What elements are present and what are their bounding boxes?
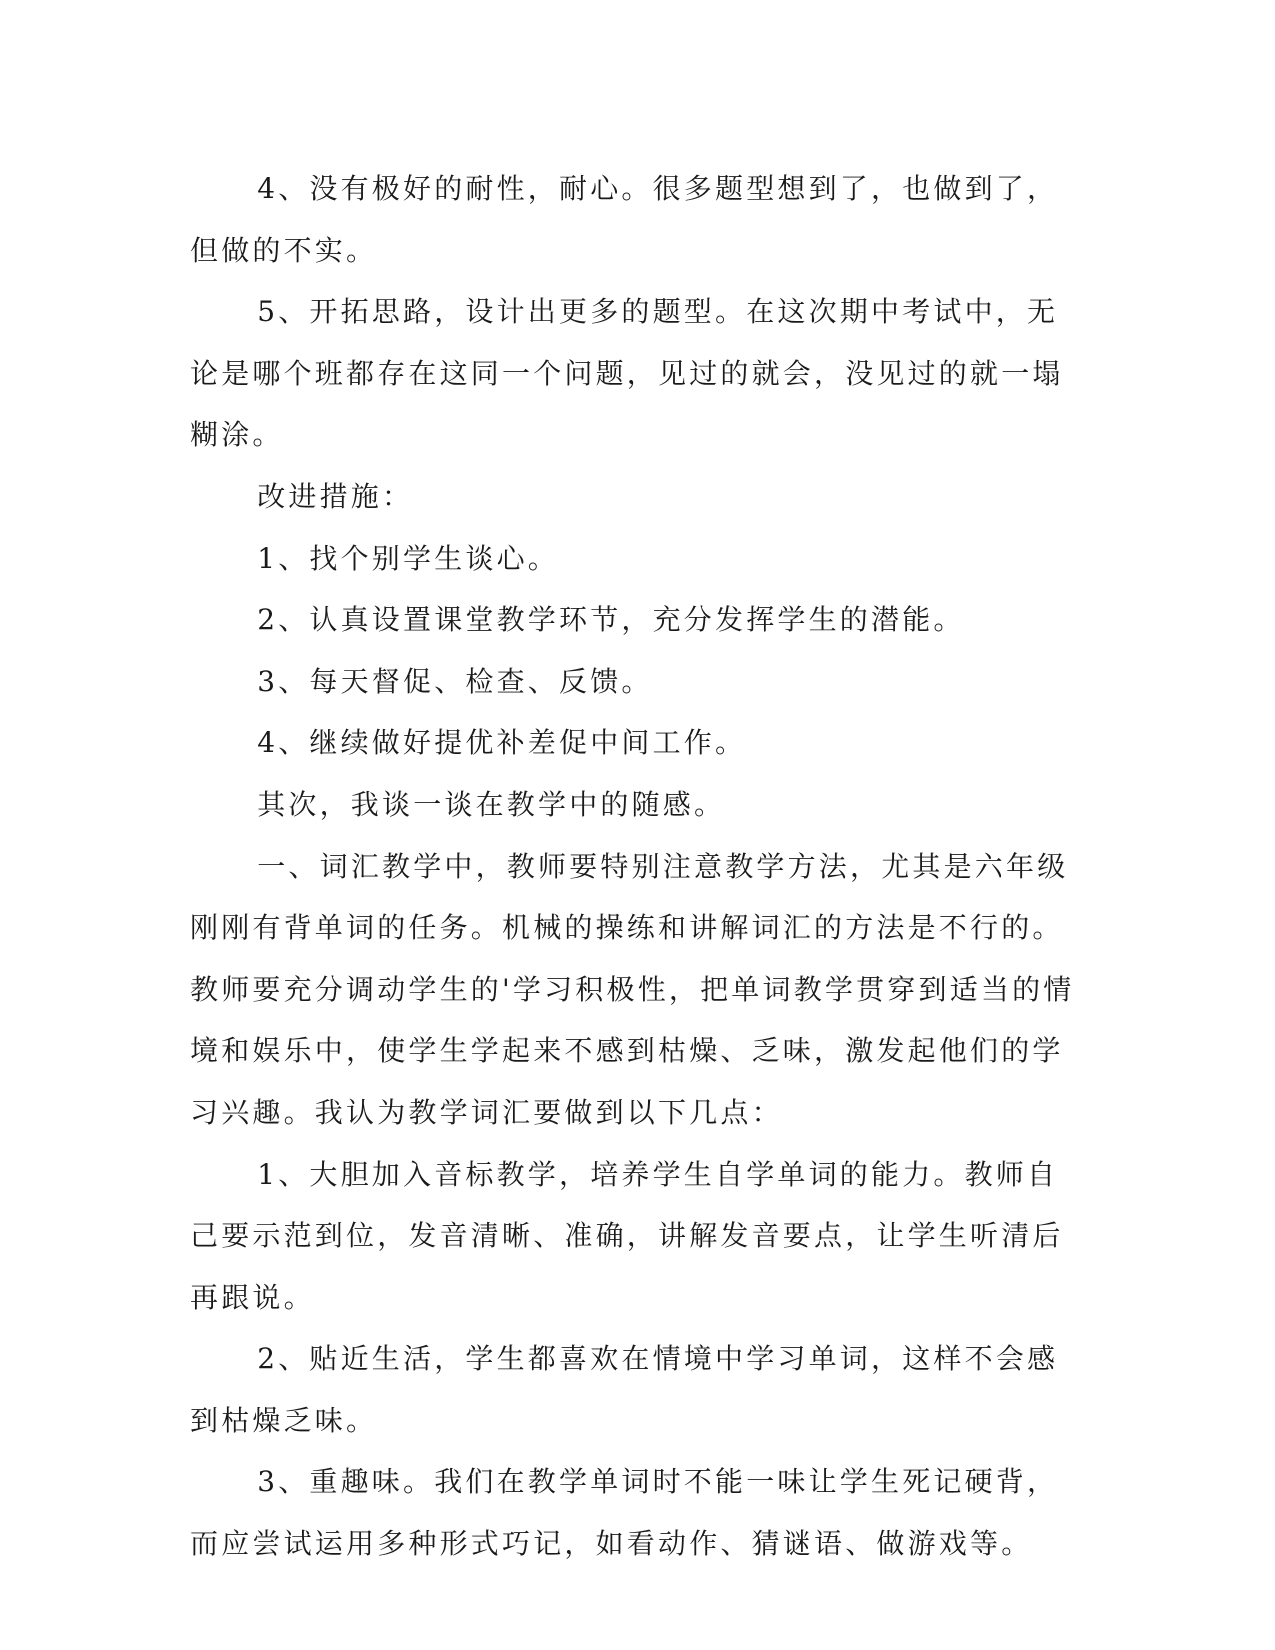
paragraph-phonetics: 1、大胆加入音标教学，培养学生自学单词的能力。教师自己要示范到位，发音清晰、准确，讲解发音要点，让学生听清后再跟说。 xyxy=(190,1157,1064,1314)
paragraph-measure-4: 4、继续做好提优补差促中间工作。 xyxy=(257,726,747,760)
paragraph-measure-3: 3、每天督促、检查、反馈。 xyxy=(257,664,653,698)
paragraph-measure-1: 1、找个别学生谈心。 xyxy=(257,541,560,575)
paragraph-real-life: 2、贴近生活，学生都喜欢在情境中学习单词，这样不会感到枯燥乏味。 xyxy=(190,1342,1059,1437)
paragraph-question-types: 5、开拓思路，设计出更多的题型。在这次期中考试中，无论是哪个班都存在这同一个问题，见过的就会，没见过的就一塌糊涂。 xyxy=(190,295,1064,452)
paragraph-vocabulary-teaching: 一、词汇教学中，教师要特别注意教学方法，尤其是六年级刚刚有背单词的任务。机械的操练和讲解词汇的方法是不行的。教师要充分调动学生的'学习积极性，把单词教学贯穿到适当的情境和娱乐中，使学生学起来不感到枯燥、乏味，激发起他们的学习兴趣。我认为教学词汇要做到以下几点： xyxy=(190,849,1075,1129)
paragraph-reflection-intro: 其次，我谈一谈在教学中的随感。 xyxy=(257,787,726,821)
document-body xyxy=(190,158,1085,1575)
paragraph-improvement-heading: 改进措施： xyxy=(257,479,414,513)
paragraph-measure-2: 2、认真设置课堂教学环节，充分发挥学生的潜能。 xyxy=(257,603,965,637)
paragraph-interest: 3、重趣味。我们在教学单词时不能一味让学生死记硬背，而应尝试运用多种形式巧记，如看动作、猜谜语、做游戏等。 xyxy=(190,1465,1059,1561)
paragraph-attitude-patience: 4、没有极好的耐性，耐心。很多题型想到了，也做到了，但做的不实。 xyxy=(190,172,1059,267)
